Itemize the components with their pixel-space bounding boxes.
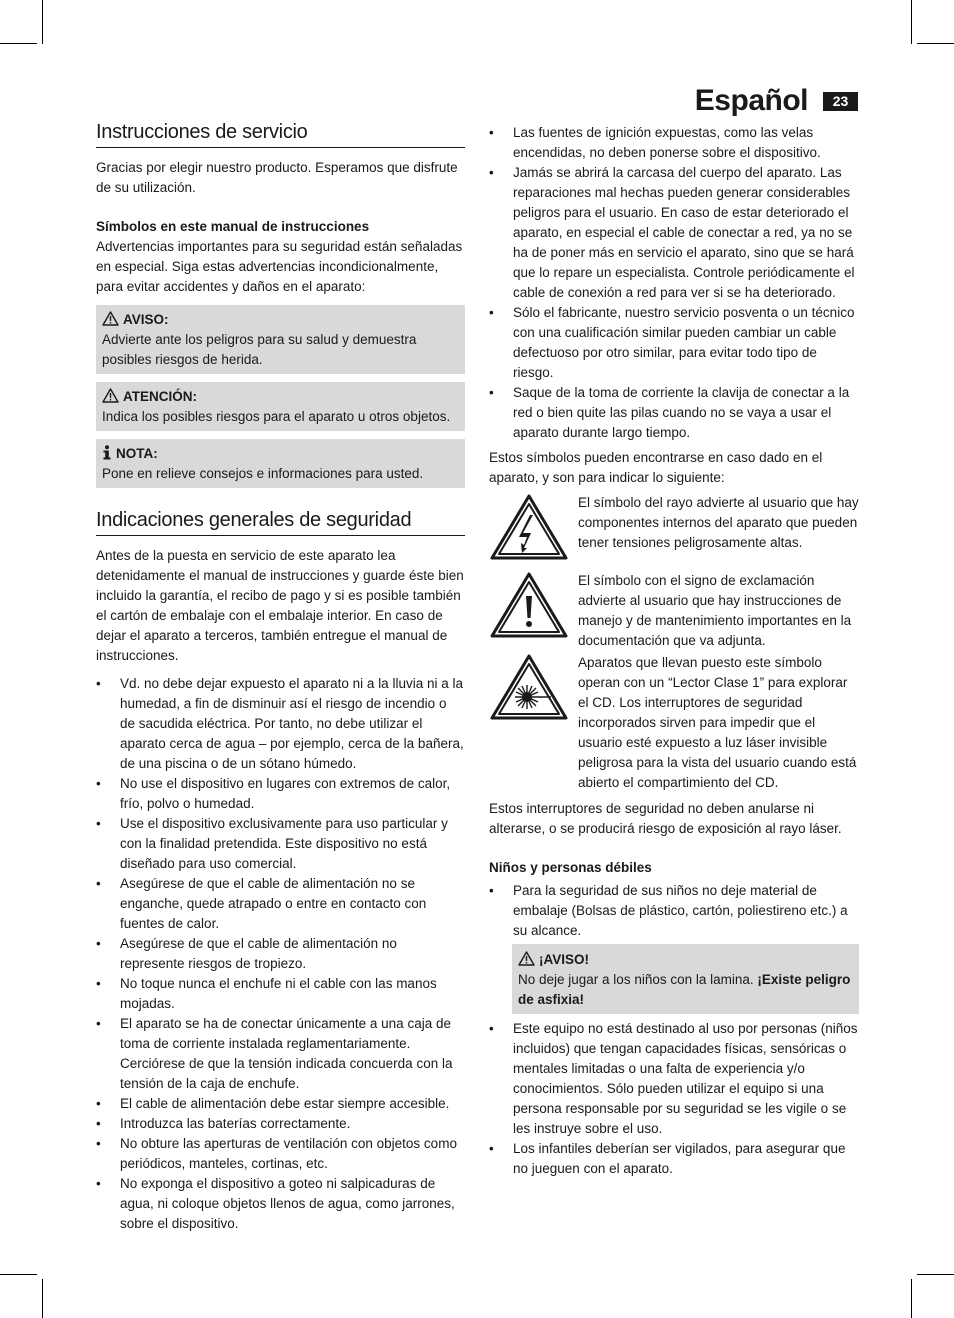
caution-box-text: Indica los posibles riesgos para el aparato u otros objetos. xyxy=(102,409,451,424)
list-item: • El aparato se ha de conectar únicamente a una caja de toma de corriente instalada reglamentariamente. Cerciórese de que la tensión indicada concuerda con la tensión de la caja de enchufe. xyxy=(96,1014,465,1094)
list-item: • Este equipo no está destinado al uso por personas (niños incluidos) que tengan capacidades físicas, sensóricas o mentales limitadas o una falta de experiencia y/o conocimientos. Sólo pueden utilizar el equipo si una persona responsable por su seguridad se les vigile o se les instruye sobre el uso. xyxy=(489,1019,859,1139)
note-box-title: NOTA: xyxy=(116,446,158,461)
warning-box-title: AVISO: xyxy=(123,312,169,327)
symbols-text: Advertencias importantes para su seguridad están señaladas en especial. Siga estas advertencias incondicionalmente, para evitar accidentes y daños en el aparato: xyxy=(96,239,463,294)
safety-intro: Antes de la puesta en servicio de este aparato lea detenidamente el manual de instrucciones y guarde éste bien incluido la garantía, el recibo de pago y si es posible también el cartón de embalaje con el embalaje interior. En caso de dejar el aparato a terceros, también entregue el manual de instrucciones. xyxy=(96,548,464,663)
children-list-continued xyxy=(489,1019,859,1179)
note-box xyxy=(96,439,465,488)
list-item: • No toque nunca el enchufe ni el cable con las manos mojadas. xyxy=(96,974,465,1014)
exclamation-warning-icon xyxy=(489,571,569,639)
symbol-row-lightning xyxy=(489,493,859,561)
section-title-safety: Indicaciones generales de seguridad xyxy=(96,510,465,536)
interlock-text: Estos interruptores de seguridad no deben anularse ni alterarse, o se producirá riesgo de exposición al rayo láser. xyxy=(489,801,842,836)
list-item: • Use el dispositivo exclusivamente para uso particular y con la finalidad pretendida. Este dispositivo no está diseñado para uso comercial. xyxy=(96,814,465,874)
list-item: • Asegúrese de que el cable de alimentación no represente riesgos de tropiezo. xyxy=(96,934,465,974)
list-item: • No obture las aperturas de ventilación con objetos como periódicos, manteles, cortinas, etc. xyxy=(96,1134,465,1174)
list-item: • Asegúrese de que el cable de alimentación no se enganche, quede atrapado o entre en contacto con fuentes de calor. xyxy=(96,874,465,934)
list-item: • Para la seguridad de sus niños no deje material de embalaje (Bolsas de plástico, cartón, poliestireno etc.) a su alcance. xyxy=(489,881,859,941)
crop-mark xyxy=(911,1279,912,1318)
right-column xyxy=(489,123,859,1179)
warning-triangle-icon xyxy=(518,951,535,966)
children-warning-text: No deje jugar a los niños con la lamina. xyxy=(518,972,754,987)
safety-list-continued xyxy=(489,123,859,443)
caution-box-title: ATENCIÓN: xyxy=(123,389,197,404)
list-item: • Las fuentes de ignición expuestas, como las velas encendidas, no deben ponerse sobre el dispositivo. xyxy=(489,123,859,163)
children-warning-title: ¡AVISO! xyxy=(539,952,589,967)
children-warning-bold: ¡Existe peligro de asfixia! xyxy=(518,972,851,1007)
crop-mark xyxy=(917,1274,954,1275)
caution-box xyxy=(96,382,465,431)
children-heading: Niños y personas débiles xyxy=(489,860,652,875)
warning-box-text: Advierte ante los peligros para su salud y demuestra posibles riesgos de herida. xyxy=(102,332,417,367)
crop-mark xyxy=(917,43,954,44)
lightning-warning-icon xyxy=(489,493,569,561)
symbol-text-exclamation: El símbolo con el signo de exclamación advierte al usuario que hay instrucciones de manejo y de mantenimiento importantes en la documentación que va adjunta. xyxy=(578,573,852,648)
list-item: • Sólo el fabricante, nuestro servicio posventa o un técnico con una cualificación similar pueden cambiar un cable defectuoso por otro similar, para evitar todo tipo de riesgo. xyxy=(489,303,859,383)
list-item: • Jamás se abrirá la carcasa del cuerpo del aparato. Las reparaciones mal hechas pueden generar considerables peligros para el usuario. En caso de estar deteriorado el aparato, en especial el cable de conectar a red, ya no se ha de poner más en servicio el aparato, sino que se hará que lo repare un especialista. Controle periódicamente el cable de conexión a red para ver si se ha deteriorado. xyxy=(489,163,859,303)
symbols-heading: Símbolos en este manual de instrucciones xyxy=(96,219,370,234)
list-item: • Saque de la toma de corriente la clavija de conectar a la red o bien quite las pilas cuando no se vaya a usar el aparato durante largo tiempo. xyxy=(489,383,859,443)
list-item: • Los infantiles deberían ser vigilados, para asegurar que no jueguen con el aparato. xyxy=(489,1139,859,1179)
list-item: • El cable de alimentación debe estar siempre accesible. xyxy=(96,1094,465,1114)
symbol-text-laser: Aparatos que llevan puesto este símbolo operan con un “Lector Clase 1” para explorar el CD. Los interruptores de seguridad incorporados sirven para impedir que el usuario esté expuesto a luz láser invisible peligrosa para la vista del usuario cuando está abierto el compartimiento del CD. xyxy=(578,655,857,790)
intro-text: Gracias por elegir nuestro producto. Esperamos que disfrute de su utilización. xyxy=(96,160,458,195)
laser-warning-icon xyxy=(489,653,569,721)
children-warning-box xyxy=(512,944,859,1014)
children-list xyxy=(489,881,859,941)
warning-box xyxy=(96,305,465,374)
warning-triangle-icon xyxy=(102,388,119,403)
section-title-instructions: Instrucciones de servicio xyxy=(96,122,465,148)
page-language-title: Español xyxy=(694,84,808,117)
list-item: • Vd. no debe dejar expuesto el aparato ni a la lluvia ni a la humedad, a fin de disminuir así el riesgo de incendio o de sacudida eléctrica. Por tanto, no debe utilizar el aparato cerca de agua – por ejemplo, cerca de la bañera, de una piscina o de un sótano húmedo. xyxy=(96,674,465,774)
list-item: • No exponga el dispositivo a goteo ni salpicaduras de agua, ni coloque objetos llenos de agua, como jarrones, sobre el dispositivo. xyxy=(96,1174,465,1234)
crop-mark xyxy=(911,0,912,44)
safety-list xyxy=(96,674,465,1234)
crop-mark xyxy=(42,0,43,44)
info-icon xyxy=(102,445,112,460)
symbol-text-lightning: El símbolo del rayo advierte al usuario que hay componentes internos del aparato que pueden tener tensiones peligrosamente altas. xyxy=(578,495,859,550)
crop-mark xyxy=(0,1274,37,1275)
note-box-text: Pone en relieve consejos e informaciones para usted. xyxy=(102,466,424,481)
list-item: • No use el dispositivo en lugares con extremos de calor, frío, polvo o humedad. xyxy=(96,774,465,814)
symbol-row-laser xyxy=(489,653,859,793)
warning-triangle-icon xyxy=(102,311,119,326)
symbols-intro: Estos símbolos pueden encontrarse en caso dado en el aparato, y son para indicar lo siguiente: xyxy=(489,450,823,485)
symbol-row-exclamation xyxy=(489,571,859,651)
crop-mark xyxy=(0,43,37,44)
left-column xyxy=(96,122,465,1234)
page-number: 23 xyxy=(823,92,858,111)
crop-mark xyxy=(42,1279,43,1318)
list-item: • Introduzca las baterías correctamente. xyxy=(96,1114,465,1134)
